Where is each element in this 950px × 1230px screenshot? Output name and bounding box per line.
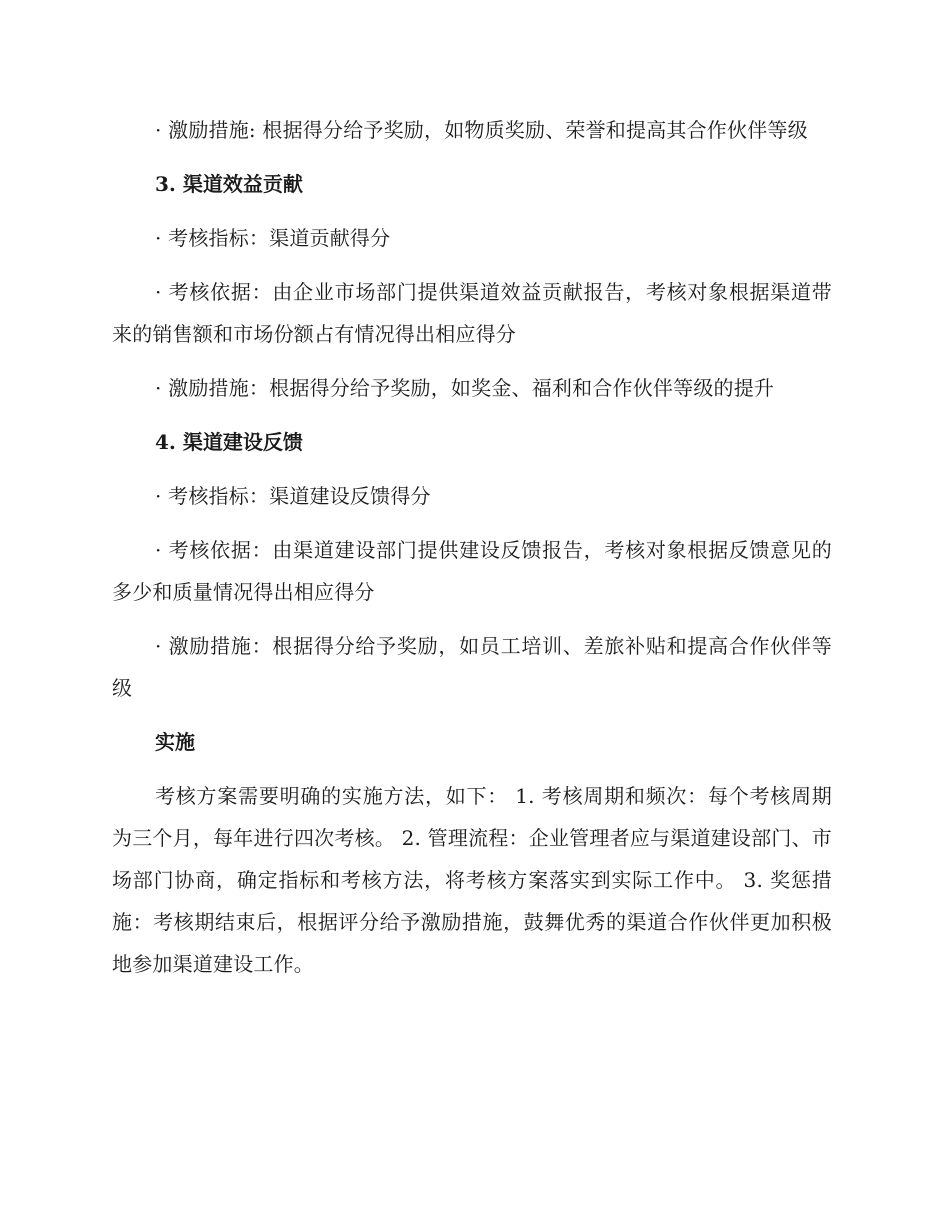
paragraph-assessment-basis-3: · 考核依据：由企业市场部门提供渠道效益贡献报告，考核对象根据渠道带来的销售额和市场份额占有情况得出相应得分 bbox=[112, 280, 832, 346]
paragraph-incentive-measures-2: · 激励措施: 根据得分给予奖励，如物质奖励、荣誉和提高其合作伙伴等级 bbox=[155, 118, 808, 142]
document-body bbox=[112, 109, 832, 997]
paragraph-assessment-indicator-4: · 考核指标：渠道建设反馈得分 bbox=[155, 484, 431, 508]
paragraph-incentive-measures-3: · 激励措施：根据得分给予奖励，如奖金、福利和合作伙伴等级的提升 bbox=[155, 376, 775, 400]
section-heading-channel-benefit: 3. 渠道效益贡献 bbox=[155, 172, 303, 196]
paragraph-incentive-measures-4: · 激励措施：根据得分给予奖励，如员工培训、差旅补贴和提高合作伙伴等级 bbox=[112, 634, 832, 700]
section-heading-channel-feedback: 4. 渠道建设反馈 bbox=[155, 430, 303, 454]
paragraph-implementation-body: 考核方案需要明确的实施方法，如下： 1. 考核周期和频次：每个考核周期为三个月，每年进行四次考核。 2. 管理流程：企业管理者应与渠道建设部门、市场部门协商，确定指标和考核方法，将考核方案落实到实际工作中。 3. 奖惩措施：考核期结束后，根据评分给予激励措施，鼓舞优秀的渠道合作伙伴更加积极地参加渠道建设工作。 bbox=[112, 784, 832, 976]
paragraph-assessment-basis-4: · 考核依据：由渠道建设部门提供建设反馈报告，考核对象根据反馈意见的多少和质量情况得出相应得分 bbox=[112, 538, 832, 604]
section-heading-implementation: 实施 bbox=[155, 730, 195, 754]
paragraph-assessment-indicator-3: · 考核指标：渠道贡献得分 bbox=[155, 226, 391, 250]
